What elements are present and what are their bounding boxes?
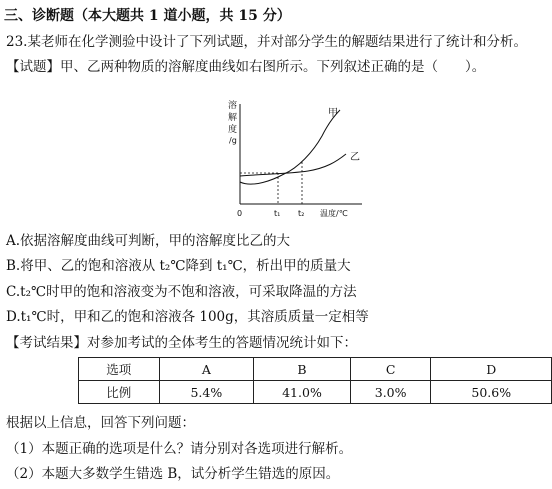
table-header-cell: C: [350, 358, 431, 381]
table-cell: 3.0%: [350, 381, 431, 404]
x-tick-t1: t₁: [274, 209, 281, 218]
series-jia-label: 甲: [328, 108, 338, 119]
y-axis-label-3: 度: [228, 125, 238, 135]
question-intro: 23.某老师在化学测验中设计了下列试题，并对部分学生的解题结果进行了统计和分析。: [6, 34, 527, 50]
question-stem: 【试题】甲、乙两种物质的溶解度曲线如右图所示。下列叙述正确的是（ ）。: [6, 59, 486, 75]
series-yi-label: 乙: [350, 152, 360, 163]
x-axis-label: 温度/℃: [320, 209, 348, 218]
solubility-chart: [218, 96, 368, 222]
table-header-row: [79, 358, 552, 381]
table-cell: 50.6%: [431, 381, 552, 404]
sub-question-1: （1）本题正确的选项是什么？请分别对各选项进行解析。: [6, 441, 353, 457]
option-b: B.将甲、乙的饱和溶液从 t₂℃降到 t₁℃，析出甲的质量大: [6, 258, 351, 274]
option-d: D.t₁℃时，甲和乙的饱和溶液各 100g，其溶质质量一定相等: [6, 309, 369, 325]
x-tick-0: 0: [237, 209, 243, 218]
follow-up-text: 根据以上信息，回答下列问题：: [6, 415, 195, 431]
table-header-cell: B: [254, 358, 351, 381]
sub-question-2: （2）本题大多数学生错选 B，试分析学生错选的原因。: [6, 466, 340, 482]
section-title: 三、诊断题（本大题共 1 道小题，共 15 分）: [4, 8, 291, 24]
option-a: A.依据溶解度曲线可判断，甲的溶解度比乙的大: [6, 233, 291, 249]
x-tick-t2: t₂: [298, 209, 305, 218]
table-cell: 5.4%: [159, 381, 254, 404]
y-axis-label-1: 溶: [228, 101, 238, 111]
series-yi-line: [240, 154, 346, 176]
option-c: C.t₂℃时甲的饱和溶液变为不饱和溶液，可采取降温的方法: [6, 284, 357, 300]
results-intro: 【考试结果】对参加考试的全体考生的答题情况统计如下：: [6, 335, 357, 351]
results-table: [78, 357, 552, 404]
y-axis-label-2: 解: [228, 113, 238, 123]
table-header-cell: D: [431, 358, 552, 381]
table-header-cell: A: [159, 358, 254, 381]
table-row: [79, 381, 552, 404]
table-cell: 比例: [79, 381, 160, 404]
table-header-cell: 选项: [79, 358, 160, 381]
table-cell: 41.0%: [254, 381, 351, 404]
y-axis-label-4: /g: [229, 136, 237, 145]
